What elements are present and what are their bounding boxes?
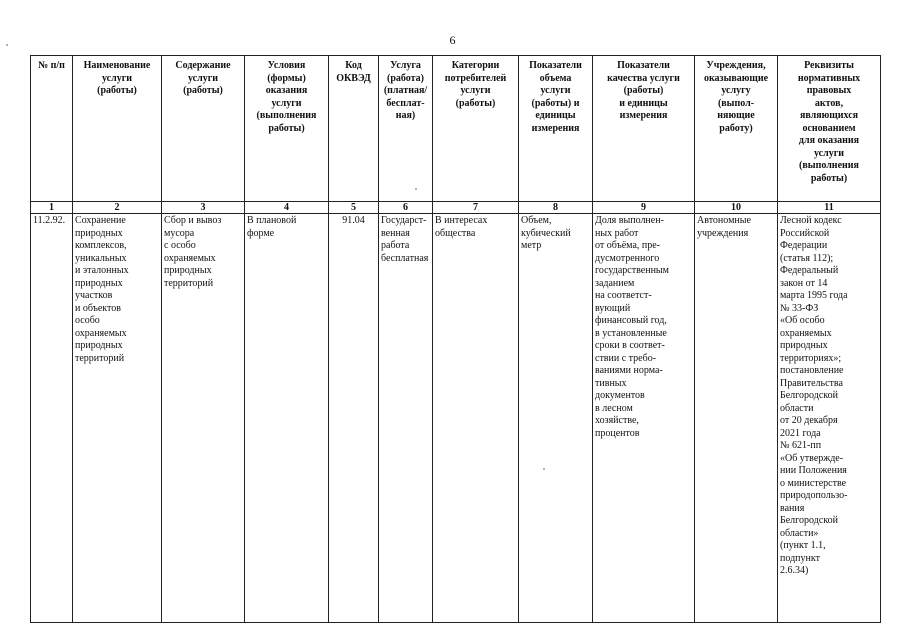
cell-service-content: Сбор и вывоз мусора с особо охраняемых природных территорий (162, 214, 245, 623)
column-number: 7 (433, 202, 519, 214)
header-number: № п/п (31, 56, 73, 202)
header-legal-acts: Реквизиты нормативных правовых актов, являющихся основанием для оказания услуги (выполнения работы) (778, 56, 881, 202)
header-service-name: Наименование услуги (работы) (73, 56, 162, 202)
column-number: 3 (162, 202, 245, 214)
column-number: 8 (519, 202, 593, 214)
cell-number: 11.2.92. (31, 214, 73, 623)
table-row (31, 214, 881, 623)
header-consumer-categories: Категории потребителей услуги (работы) (433, 56, 519, 202)
cell-okved-code: 91.04 (329, 214, 379, 623)
header-paid-free: Услуга (работа) (платная/ бесплат- ная) (379, 56, 433, 202)
scan-speck (415, 188, 417, 190)
cell-institutions: Автономные учреждения (695, 214, 778, 623)
header-quality-indicators: Показатели качества услуги (работы) и единицы измерения (593, 56, 695, 202)
header-service-content: Содержание услуги (работы) (162, 56, 245, 202)
scan-speck (6, 44, 8, 46)
header-conditions: Условия (формы) оказания услуги (выполнения работы) (245, 56, 329, 202)
column-number: 9 (593, 202, 695, 214)
cell-paid-free: Государст- венная работа бесплатная (379, 214, 433, 623)
services-table (30, 55, 881, 623)
column-number: 2 (73, 202, 162, 214)
column-number: 1 (31, 202, 73, 214)
cell-conditions: В плановой форме (245, 214, 329, 623)
column-number: 4 (245, 202, 329, 214)
header-institutions: Учреждения, оказывающие услугу (выпол- няющие работу) (695, 56, 778, 202)
column-number-row (31, 202, 881, 214)
column-number: 11 (778, 202, 881, 214)
cell-legal-acts: Лесной кодекс Российской Федерации (статья 112); Федеральный закон от 14 марта 1995 года № 33-ФЗ «Об особо охраняемых природных территориях»; постановление Правительства Белгородской области от 20 декабря 2021 года № 621-пп «Об утвержде- нии Положения о министерстве природопользо- вания Белгородской области» (пункт 1.1, подпункт 2.6.34) (778, 214, 881, 623)
cell-consumer-categories: В интересах общества (433, 214, 519, 623)
header-okved-code: Код ОКВЭД (329, 56, 379, 202)
header-volume-indicators: Показатели объема услуги (работы) и единицы измерения (519, 56, 593, 202)
page-number: 6 (449, 33, 456, 47)
column-number: 5 (329, 202, 379, 214)
cell-quality-indicators: Доля выполнен- ных работ от объёма, пре- дусмотренного государственным заданием на соответст- вующий финансовый год, в установленные сроки в соответ- ствии с требо- ваниями норма- тивных документов в лесном хозяйстве, процентов (593, 214, 695, 623)
column-number: 10 (695, 202, 778, 214)
column-number: 6 (379, 202, 433, 214)
header-row (31, 56, 881, 202)
cell-service-name: Сохранение природных комплексов, уникальных и эталонных природных участков и объектов особо охраняемых природных территорий (73, 214, 162, 623)
scan-speck (543, 468, 545, 470)
cell-volume-indicators: Объем, кубический метр (519, 214, 593, 623)
